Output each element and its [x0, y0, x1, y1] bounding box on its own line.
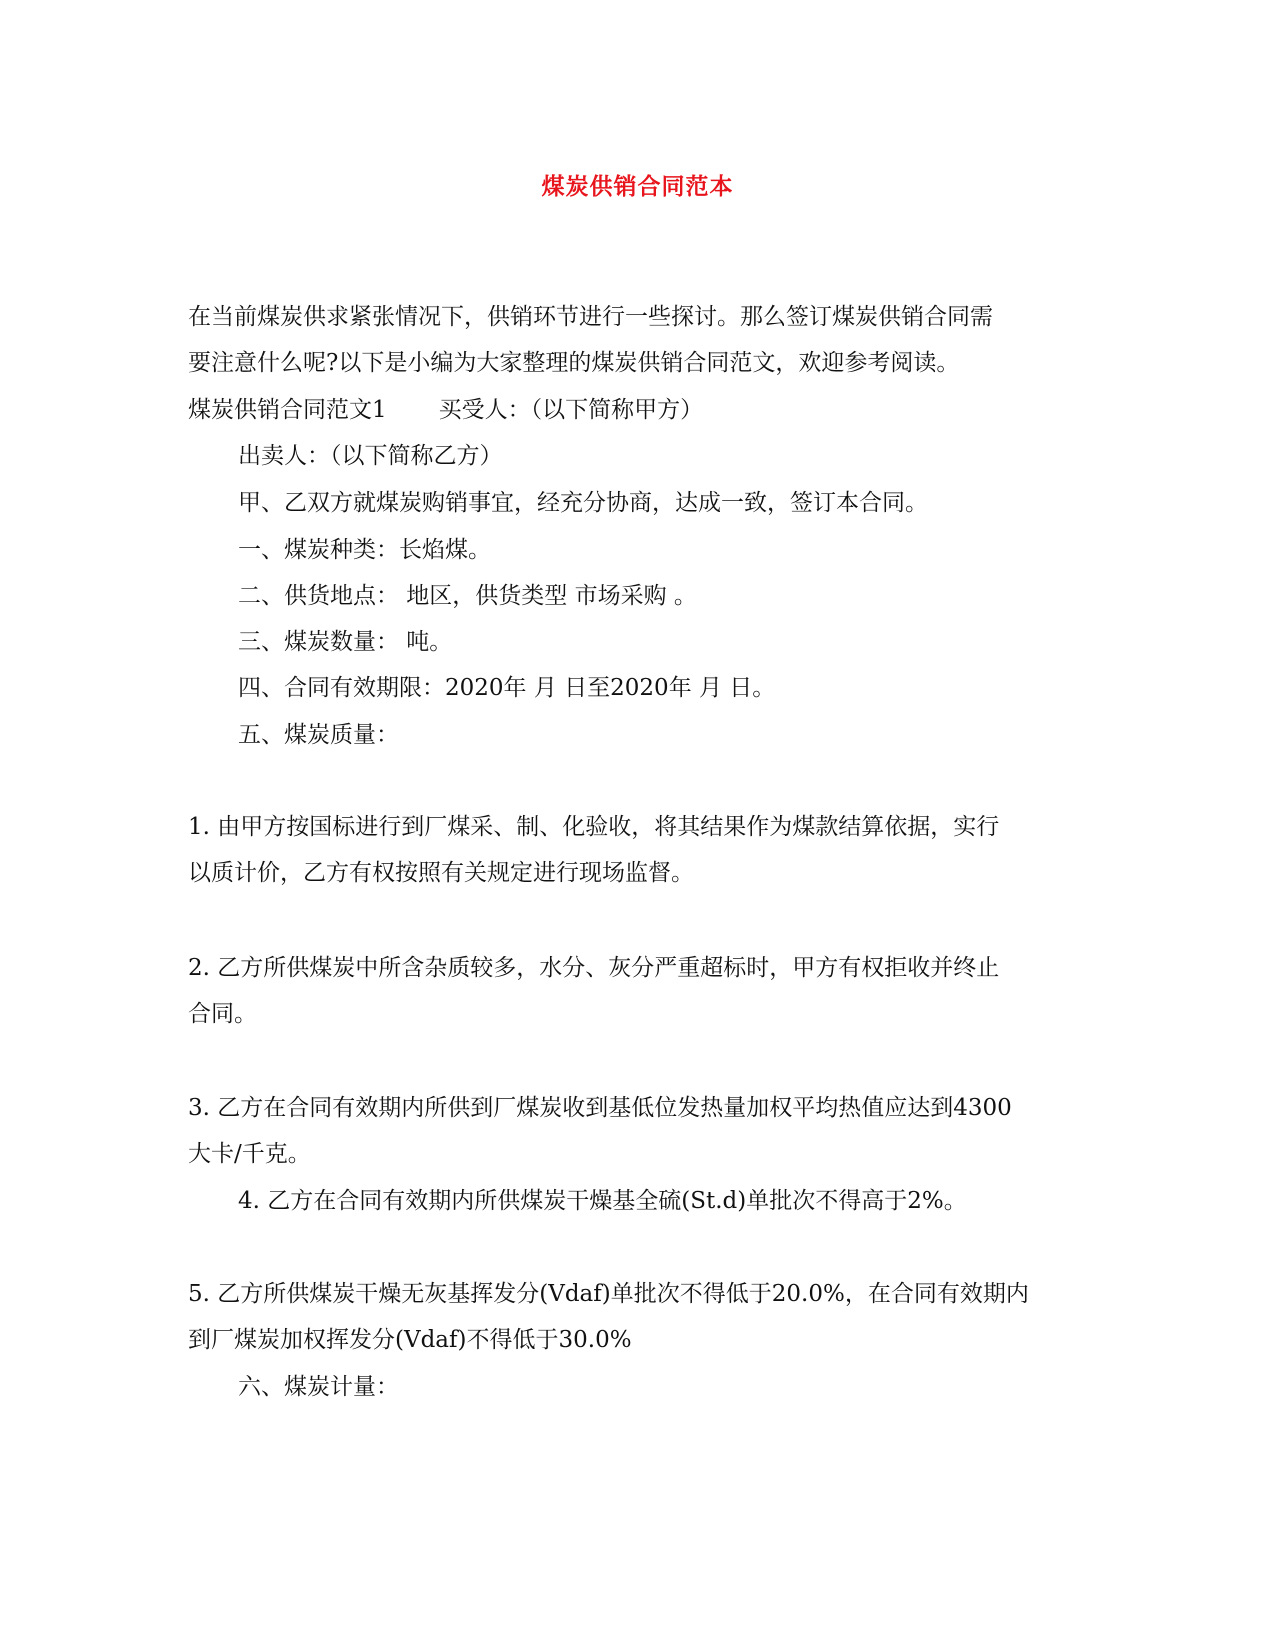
clause-5: 五、煤炭质量：	[238, 722, 399, 748]
clause-2: 二、供货地点： 地区，供货类型 市场采购 。	[238, 583, 697, 609]
seller-line: 出卖人：（以下简称乙方）	[238, 443, 503, 469]
item-5-line-2: 到厂煤炭加权挥发分(Vdaf)不得低于30.0%	[188, 1327, 632, 1353]
agreement-line: 甲、乙双方就煤炭购销事宜，经充分协商，达成一致，签订本合同。	[238, 490, 928, 516]
clause-1: 一、煤炭种类：长焰煤。	[238, 537, 491, 563]
item-1-line-1: 1. 由甲方按国标进行到厂煤采、制、化验收，将其结果作为煤款结算依据，实行	[188, 814, 1000, 840]
item-3-line-1: 3. 乙方在合同有效期内所供到厂煤炭收到基低位发热量加权平均热值应达到4300	[188, 1095, 1012, 1121]
item-2-line-1: 2. 乙方所供煤炭中所含杂质较多，水分、灰分严重超标时，甲方有权拒收并终止	[188, 955, 1000, 981]
item-5-line-1: 5. 乙方所供煤炭干燥无灰基挥发分(Vdaf)单批次不得低于20.0%，在合同有效期内	[188, 1281, 1029, 1307]
document-title: 煤炭供销合同范本	[541, 174, 734, 200]
item-3-line-2: 大卡/千克。	[188, 1141, 311, 1167]
clause-6: 六、煤炭计量：	[238, 1374, 399, 1400]
sample-heading-row	[188, 395, 703, 425]
intro-line-2: 要注意什么呢?以下是小编为大家整理的煤炭供销合同范文，欢迎参考阅读。	[188, 350, 960, 376]
buyer-line: 买受人：（以下简称甲方）	[438, 397, 704, 423]
item-4: 4. 乙方在合同有效期内所供煤炭干燥基全硫(St.d)单批次不得高于2%。	[238, 1188, 967, 1214]
item-1-line-2: 以质计价，乙方有权按照有关规定进行现场监督。	[188, 860, 694, 886]
sample-heading: 煤炭供销合同范文1	[188, 397, 387, 423]
clause-4: 四、合同有效期限：2020年 月 日至2020年 月 日。	[238, 675, 776, 701]
clause-3: 三、煤炭数量： 吨。	[238, 629, 453, 655]
item-2-line-2: 合同。	[188, 1001, 257, 1027]
intro-line-1: 在当前煤炭供求紧张情况下，供销环节进行一些探讨。那么签订煤炭供销合同需	[188, 304, 993, 330]
